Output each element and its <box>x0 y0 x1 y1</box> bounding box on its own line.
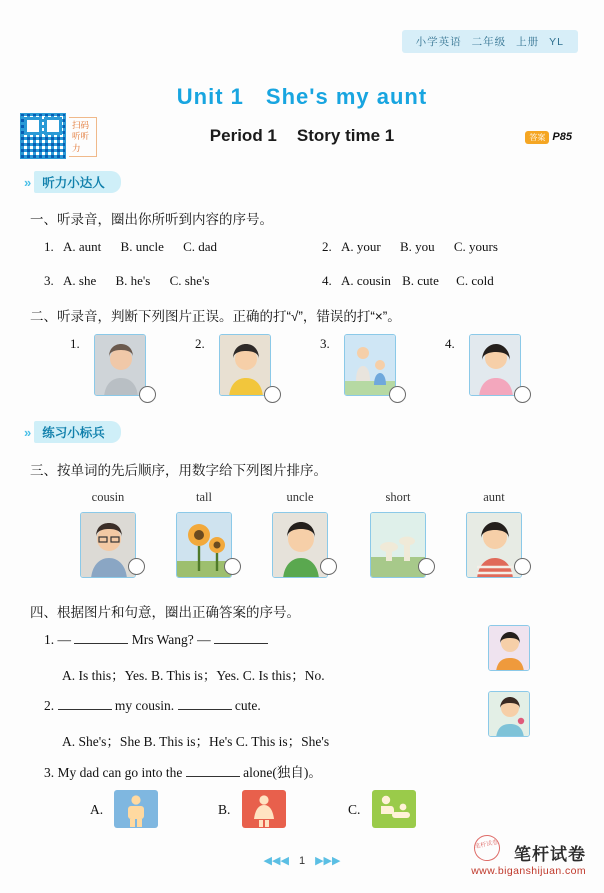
q4-item-1-blank-1[interactable] <box>74 643 128 644</box>
photo-girl-yellow <box>220 335 271 396</box>
qr-code-icon[interactable] <box>20 113 66 159</box>
qr-label: 扫码 听听力 <box>69 117 97 157</box>
q1-item-2-number: 2. <box>322 239 332 254</box>
footer-right-arrows-icon: ▶▶▶ <box>315 855 341 867</box>
q1-item-1-a[interactable]: A. aunt <box>63 239 102 254</box>
q4-icon-option-b-label[interactable]: B. <box>218 802 231 817</box>
q3-caption-3: uncle <box>286 490 314 504</box>
q1-item-4-number: 4. <box>322 273 332 288</box>
watermark-url: www.biganshijuan.com <box>471 865 586 877</box>
q1-item-3-a[interactable]: A. she <box>63 273 97 288</box>
photo-woman-grey <box>95 335 146 396</box>
q1-item-2-a[interactable]: A. your <box>341 239 381 254</box>
page-header-info <box>402 30 578 53</box>
q2-image-3 <box>344 334 396 396</box>
q1-item-1 <box>44 239 217 255</box>
q4-item-3-sentence: 3. My dad can go into the alone(独自)。 <box>44 765 322 780</box>
header-subject: 小学英语 <box>415 36 462 48</box>
q1-item-2-b[interactable]: B. you <box>399 239 435 254</box>
question-1-stem: 一、听录音，圈出你所听到内容的序号。 <box>30 212 273 227</box>
section-banner-practice <box>24 422 121 442</box>
unit-number: Unit 1 <box>176 84 244 109</box>
q4-icon-option-c-label[interactable]: C. <box>348 802 361 817</box>
q3-answer-circle-2[interactable] <box>224 558 241 575</box>
page-number: 1 <box>298 855 306 867</box>
q3-answer-circle-1[interactable] <box>128 558 145 575</box>
watermark-name: 笔杆试卷 <box>514 845 586 864</box>
q4-item-1-sentence: 1. — Mrs Wang? — <box>44 632 268 648</box>
q4-image-2 <box>488 691 530 737</box>
section-label-2: 练习小标兵 <box>34 421 121 443</box>
q2-item-3-number: 3. <box>320 336 330 351</box>
q3-answer-circle-3[interactable] <box>320 558 337 575</box>
q2-answer-circle-1[interactable] <box>139 386 156 403</box>
q1-item-2-c[interactable]: C. yours <box>453 239 498 254</box>
q2-answer-circle-4[interactable] <box>514 386 531 403</box>
answer-chip: 答案 <box>525 131 549 144</box>
period-label: Period 1 <box>209 126 277 145</box>
q1-item-3 <box>44 273 209 289</box>
q1-item-2 <box>322 239 498 255</box>
footer-left-arrows-icon: ◀◀◀ <box>263 855 289 867</box>
q2-image-1 <box>94 334 146 396</box>
q1-item-4 <box>322 273 494 289</box>
unit-name: She's my aunt <box>265 84 428 109</box>
q2-answer-circle-3[interactable] <box>389 386 406 403</box>
q4-item-2-number: 2. <box>44 698 55 713</box>
q3-caption-2: tall <box>196 490 212 504</box>
q4-item-2-blank-2[interactable] <box>178 709 232 710</box>
question-2-stem: 二、听录音，判断下列图片正误。正确的打“√”，错误的打“×”。 <box>30 309 401 324</box>
answer-reference <box>525 131 572 144</box>
q2-item-2-number: 2. <box>195 336 205 351</box>
period-name: Story time 1 <box>296 126 395 145</box>
q2-item-1-number: 1. <box>70 336 80 351</box>
q3-answer-circle-5[interactable] <box>514 558 531 575</box>
question-3-stem: 三、按单词的先后顺序，用数字给下列图片排序。 <box>30 463 327 478</box>
listening-qr-block[interactable] <box>20 113 98 159</box>
q2-item-4-number: 4. <box>445 336 455 351</box>
banner-arrows-icon: » <box>24 174 30 190</box>
q4-item-3-number: 3. <box>44 765 55 780</box>
q4-item-1-blank-2[interactable] <box>214 643 268 644</box>
question-4-stem: 四、根据图片和句意，圈出正确答案的序号。 <box>30 605 300 620</box>
q1-item-1-c[interactable]: C. dad <box>183 239 218 254</box>
watermark <box>471 840 586 877</box>
q4-item-2-sentence: 2. my cousin. cute. <box>44 698 261 713</box>
q4-image-1 <box>488 625 530 671</box>
section-label: 听力小达人 <box>34 171 121 193</box>
photo-man-and-boy <box>345 335 396 396</box>
header-grade: 二年级 <box>471 36 507 48</box>
q4-item-3-blank-1[interactable] <box>186 776 240 777</box>
q1-item-4-c[interactable]: C. cold <box>456 273 494 288</box>
q3-answer-circle-4[interactable] <box>418 558 435 575</box>
q3-caption-1: cousin <box>91 490 125 504</box>
q1-item-1-b[interactable]: B. uncle <box>120 239 164 254</box>
photo-woman-orange <box>489 626 530 671</box>
q2-image-4 <box>469 334 521 396</box>
q1-item-1-number: 1. <box>44 239 54 254</box>
banner-arrows-icon-2: » <box>24 424 30 440</box>
section-banner-listening <box>24 172 121 192</box>
q1-item-4-b[interactable]: B. cute <box>402 273 439 288</box>
q4-item-1-number: 1. <box>44 632 55 647</box>
q1-item-3-number: 3. <box>44 273 54 288</box>
q1-item-3-c[interactable]: C. she's <box>169 273 210 288</box>
q1-item-4-a[interactable]: A. cousin <box>341 273 391 288</box>
q4-icon-option-a-label[interactable]: A. <box>90 802 104 817</box>
page-title <box>0 84 604 110</box>
female-restroom-icon[interactable] <box>242 790 286 828</box>
male-restroom-icon[interactable] <box>114 790 158 828</box>
q3-caption-5: aunt <box>483 490 505 504</box>
q1-item-3-b[interactable]: B. he's <box>115 273 151 288</box>
q2-image-2 <box>219 334 271 396</box>
q3-caption-4: short <box>385 490 411 504</box>
photo-girl-pink <box>470 335 521 396</box>
watermark-stamp: 笔杆试卷 <box>472 833 503 864</box>
q4-item-2-options[interactable]: A. She's；She B. This is；He's C. This is；She's <box>62 734 330 749</box>
answer-page: P85 <box>552 131 572 144</box>
q4-item-2-blank-1[interactable] <box>58 709 112 710</box>
q4-item-1-options[interactable]: A. Is this；Yes. B. This is；Yes. C. Is this；No. <box>62 668 325 683</box>
header-edition: YL <box>549 36 564 48</box>
q2-answer-circle-2[interactable] <box>264 386 281 403</box>
baby-change-icon[interactable] <box>372 790 416 828</box>
header-term: 上册 <box>516 36 540 48</box>
photo-girl-flower <box>489 692 530 737</box>
